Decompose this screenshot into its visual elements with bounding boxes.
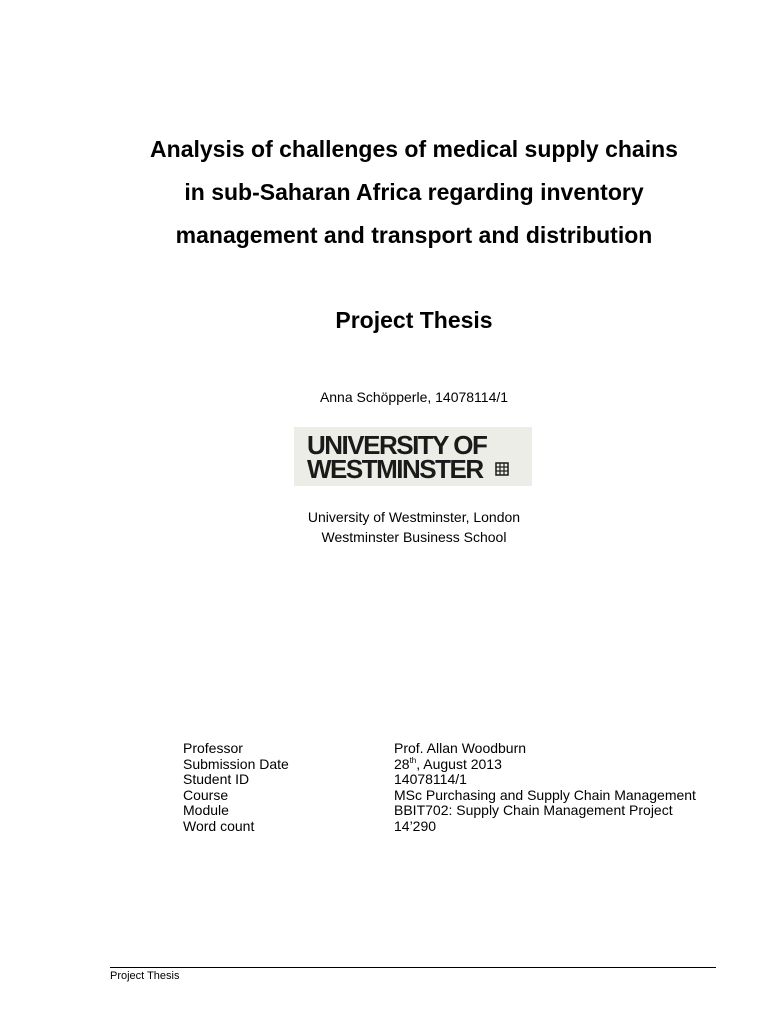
details-value: BBIT702: Supply Chain Management Project (394, 802, 673, 818)
school-name: Westminster Business School (321, 529, 507, 545)
logo-text-line2: WESTMINSTER (307, 454, 483, 484)
details-row (183, 803, 696, 819)
thesis-details-table (183, 741, 696, 834)
institution-name: University of Westminster, London (307, 509, 521, 525)
submission-month-year: , August 2013 (416, 755, 502, 772)
details-value: Prof. Allan Woodburn (394, 740, 527, 756)
footer-divider (110, 967, 716, 968)
thesis-title-line: Analysis of challenges of medical supply chains (150, 136, 678, 162)
details-row (183, 788, 696, 804)
details-value: MSc Purchasing and Supply Chain Management (394, 786, 696, 803)
portcullis-icon (495, 462, 509, 476)
ordinal-suffix: th (409, 755, 417, 765)
details-value: 14’290 (394, 817, 437, 834)
details-row (183, 741, 696, 757)
thesis-title-line: in sub-Saharan Africa regarding inventory (184, 179, 644, 205)
thesis-title-line: management and transport and distribution (175, 222, 653, 248)
author-line: Anna Schöpperle, 14078114/1 (319, 389, 509, 405)
details-label: Professor (183, 740, 243, 756)
logo-text-line1: UNIVERSITY OF (307, 430, 487, 460)
details-row (183, 819, 696, 835)
details-row (183, 772, 696, 788)
details-label: Student ID (183, 771, 250, 787)
university-logo (294, 427, 532, 486)
details-label: Submission Date (183, 755, 289, 772)
document-type: Project Thesis (335, 307, 493, 333)
details-label: Course (183, 786, 229, 803)
thesis-title (60, 128, 768, 257)
details-value (394, 757, 696, 773)
running-footer: Project Thesis (110, 970, 180, 982)
details-label: Word count (183, 817, 255, 834)
submission-day: 28 (394, 755, 410, 772)
details-label: Module (183, 802, 229, 818)
institution-block (60, 507, 768, 547)
details-value: 14078114/1 (394, 771, 467, 787)
details-row (183, 757, 696, 773)
